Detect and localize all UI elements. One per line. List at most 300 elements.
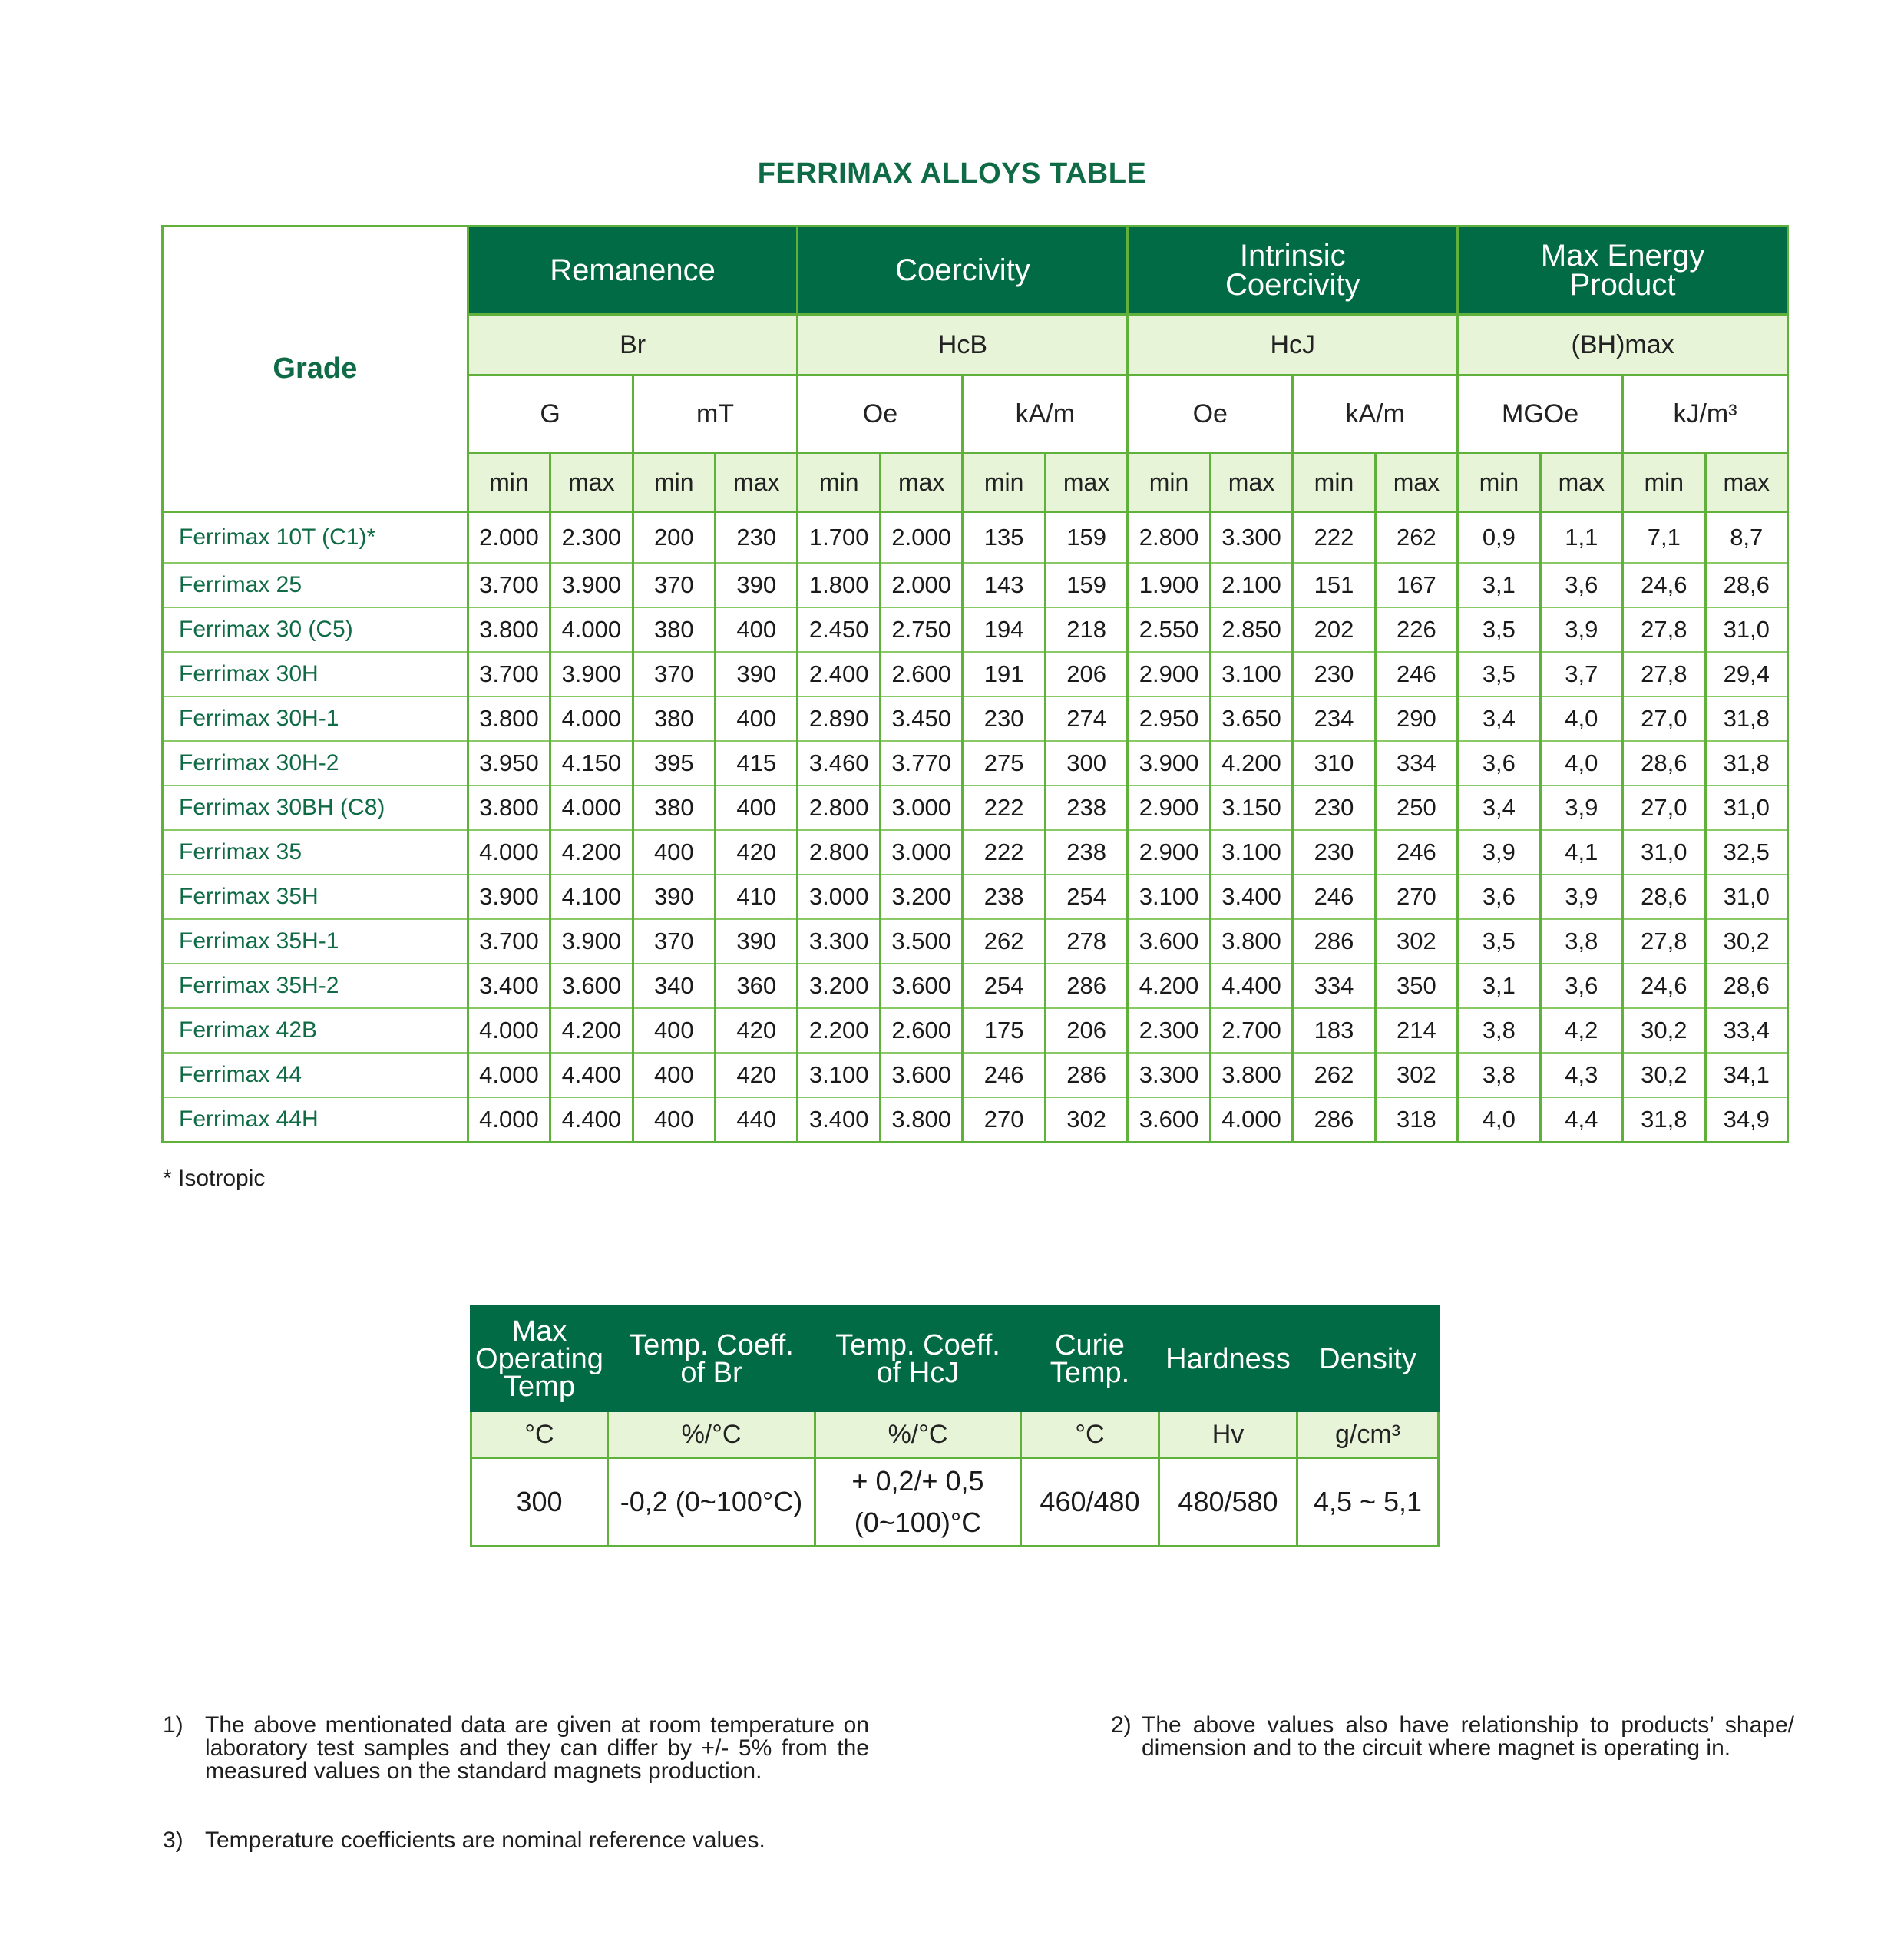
value-cell: 3.300 [798,919,880,964]
value-cell: 4.000 [468,1097,550,1143]
note-text: The above mentionated data are given at room temperature on laboratory test samples and they can differ by +/- 5% from the measured values on the standard magnets production. [205,1712,869,1784]
value-cell: 230 [1293,786,1375,830]
value-cell: 3,1 [1458,563,1540,607]
value-cell: 2.900 [1128,786,1210,830]
group-header-coercivity: Coercivity [798,227,1128,315]
value-cell: 2.800 [798,786,880,830]
property-header [608,1307,815,1411]
table-row [163,875,1788,919]
value-cell: 390 [716,652,798,696]
value-cell: 3,9 [1458,830,1540,875]
value-cell: 4.400 [550,1053,633,1097]
value-cell: 360 [716,964,798,1008]
value-cell: 222 [963,830,1045,875]
table-row [163,512,1788,564]
value-cell: 31,8 [1705,741,1788,786]
max-header: max [716,453,798,512]
properties-table [470,1305,1440,1547]
table-row [163,919,1788,964]
value-cell: 4,0 [1458,1097,1540,1143]
value-cell: 143 [963,563,1045,607]
value-cell: 275 [963,741,1045,786]
value-cell: 4.150 [550,741,633,786]
value-cell: 254 [963,964,1045,1008]
value-cell: 175 [963,1008,1045,1053]
value-cell: 3.700 [468,919,550,964]
property-header-line: Curie [1055,1328,1125,1361]
value-cell: 2.000 [880,563,962,607]
value-cell: 395 [633,741,715,786]
value-cell: 246 [963,1053,1045,1097]
value-cell: 31,0 [1705,786,1788,830]
value-cell: 246 [1375,652,1457,696]
value-cell: 3.950 [468,741,550,786]
min-header: min [1623,453,1705,512]
value-cell: 400 [716,607,798,652]
value-cell: 31,8 [1623,1097,1705,1143]
value-cell: 3.200 [880,875,962,919]
value-cell: 230 [963,696,1045,741]
grade-header: Grade [163,227,468,512]
value-cell: 2.890 [798,696,880,741]
property-header-line: Temp. Coeff. [835,1328,1000,1361]
value-cell: 270 [1375,875,1457,919]
value-cell: 238 [963,875,1045,919]
property-value [1297,1458,1439,1546]
note-text: Temperature coefficients are nominal reference values. [205,1828,765,1853]
property-value-line: 4,5 ~ 5,1 [1313,1486,1423,1517]
grade-cell: Ferrimax 30H [163,652,468,696]
value-cell: 380 [633,786,715,830]
value-cell: 4.100 [550,875,633,919]
value-cell: 286 [1045,964,1127,1008]
value-cell: 7,1 [1623,512,1705,564]
value-cell: 3.600 [1128,919,1210,964]
value-cell: 135 [963,512,1045,564]
value-cell: 4.000 [1210,1097,1292,1143]
property-header-line: of Br [680,1356,742,1389]
value-cell: 159 [1045,563,1127,607]
value-cell: 4.000 [468,830,550,875]
value-cell: 3.800 [880,1097,962,1143]
value-cell: 286 [1045,1053,1127,1097]
grade-cell: Ferrimax 30H-1 [163,696,468,741]
value-cell: 3,4 [1458,786,1540,830]
note-1 [163,1714,869,1791]
note-number: 1) [163,1712,183,1738]
max-header: max [1210,453,1292,512]
value-cell: 2.850 [1210,607,1292,652]
table-row [163,607,1788,652]
property-header [1159,1307,1297,1411]
value-cell: 1.700 [798,512,880,564]
value-cell: 3.900 [550,919,633,964]
value-cell: 27,8 [1623,652,1705,696]
property-header-line: of HcJ [876,1356,960,1389]
property-header-line: Max [511,1315,567,1348]
value-cell: 226 [1375,607,1457,652]
value-cell: 254 [1045,875,1127,919]
value-cell: 3,5 [1458,652,1540,696]
value-cell: 32,5 [1705,830,1788,875]
value-cell: 2.900 [1128,652,1210,696]
value-cell: 370 [633,919,715,964]
value-cell: 222 [963,786,1045,830]
grade-cell: Ferrimax 30 (C5) [163,607,468,652]
value-cell: 28,6 [1623,875,1705,919]
unit-oe-hcb: Oe [798,375,963,453]
value-cell: 218 [1045,607,1127,652]
value-cell: 4.000 [550,607,633,652]
value-cell: 2.450 [798,607,880,652]
value-cell: 3,5 [1458,607,1540,652]
value-cell: 4,2 [1540,1008,1622,1053]
value-cell: 2.000 [468,512,550,564]
value-cell: 151 [1293,563,1375,607]
value-cell: 3.800 [468,607,550,652]
value-cell: 3,8 [1540,919,1622,964]
grade-cell: Ferrimax 25 [163,563,468,607]
group-header-row [163,227,1788,315]
table-row [163,563,1788,607]
property-header-line: Operating [475,1342,603,1375]
min-header: min [1128,453,1210,512]
max-header: max [1705,453,1788,512]
value-cell: 2.600 [880,652,962,696]
group-header-remanence: Remanence [468,227,798,315]
value-cell: 4,1 [1540,830,1622,875]
value-cell: 3.400 [1210,875,1292,919]
min-header: min [1293,453,1375,512]
note-number: 3) [163,1828,183,1853]
property-header [1297,1307,1439,1411]
value-cell: 3.400 [798,1097,880,1143]
grade-cell: Ferrimax 44H [163,1097,468,1143]
table-row [163,1097,1788,1143]
value-cell: 27,8 [1623,919,1705,964]
max-header: max [1375,453,1457,512]
alloys-table-body [163,512,1788,1143]
value-cell: 370 [633,652,715,696]
value-cell: 3.000 [880,786,962,830]
property-header-line: Hardness [1165,1342,1291,1375]
value-cell: 286 [1293,919,1375,964]
value-cell: 2.950 [1128,696,1210,741]
value-cell: 3.000 [880,830,962,875]
value-cell: 400 [633,1097,715,1143]
value-cell: 3.500 [880,919,962,964]
value-cell: 340 [633,964,715,1008]
value-cell: 3.900 [1128,741,1210,786]
property-unit: Hv [1159,1411,1297,1458]
value-cell: 200 [633,512,715,564]
value-cell: 262 [1293,1053,1375,1097]
value-cell: 310 [1293,741,1375,786]
value-cell: 3.600 [880,964,962,1008]
value-cell: 183 [1293,1008,1375,1053]
value-cell: 3,9 [1540,607,1622,652]
property-value-line: -0,2 (0~100°C) [620,1486,803,1517]
value-cell: 4.000 [468,1008,550,1053]
value-cell: 400 [633,1053,715,1097]
value-cell: 3,6 [1540,964,1622,1008]
value-cell: 3,8 [1458,1008,1540,1053]
value-cell: 27,8 [1623,607,1705,652]
value-cell: 24,6 [1623,964,1705,1008]
value-cell: 4,4 [1540,1097,1622,1143]
grade-cell: Ferrimax 30BH (C8) [163,786,468,830]
value-cell: 3.900 [550,563,633,607]
value-cell: 1.900 [1128,563,1210,607]
value-cell: 4.200 [550,830,633,875]
table-row [163,652,1788,696]
value-cell: 4.400 [1210,964,1292,1008]
value-cell: 278 [1045,919,1127,964]
min-header: min [798,453,880,512]
property-unit: %/°C [608,1411,815,1458]
property-unit: %/°C [815,1411,1021,1458]
value-cell: 440 [716,1097,798,1143]
value-cell: 3.770 [880,741,962,786]
value-cell: 31,0 [1705,875,1788,919]
value-cell: 3.700 [468,563,550,607]
value-cell: 3.100 [1210,652,1292,696]
property-header-line: Density [1319,1342,1416,1375]
value-cell: 3.800 [468,696,550,741]
min-header: min [633,453,715,512]
value-cell: 3.800 [1210,1053,1292,1097]
group-header-intrinsic-coercivity: Intrinsic Coercivity [1128,227,1458,315]
properties-value-row [471,1458,1439,1546]
value-cell: 350 [1375,964,1457,1008]
value-cell: 3.600 [1128,1097,1210,1143]
property-header [815,1307,1021,1411]
table-row [163,1053,1788,1097]
value-cell: 27,0 [1623,696,1705,741]
value-cell: 230 [1293,830,1375,875]
grade-cell: Ferrimax 10T (C1)* [163,512,468,564]
note-number: 2) [1111,1712,1132,1738]
value-cell: 234 [1293,696,1375,741]
value-cell: 4.200 [1210,741,1292,786]
value-cell: 3.100 [1210,830,1292,875]
value-cell: 250 [1375,786,1457,830]
property-value-line: (0~100)°C [854,1507,982,1538]
value-cell: 4.000 [550,786,633,830]
value-cell: 290 [1375,696,1457,741]
value-cell: 214 [1375,1008,1457,1053]
value-cell: 2.900 [1128,830,1210,875]
value-cell: 262 [1375,512,1457,564]
grade-cell: Ferrimax 35H-2 [163,964,468,1008]
property-unit: g/cm³ [1297,1411,1439,1458]
value-cell: 3.300 [1210,512,1292,564]
property-value [1159,1458,1297,1546]
table-row [163,786,1788,830]
properties-header-row [471,1307,1439,1411]
value-cell: 420 [716,830,798,875]
unit-kam-hcj: kA/m [1293,375,1458,453]
grade-cell: Ferrimax 44 [163,1053,468,1097]
value-cell: 194 [963,607,1045,652]
property-value [608,1458,815,1546]
symbol-hcj: HcJ [1128,315,1458,375]
value-cell: 29,4 [1705,652,1788,696]
property-header-line: Temp. [1050,1356,1130,1389]
value-cell: 30,2 [1623,1008,1705,1053]
group-header-max-energy-product: Max Energy Product [1458,227,1788,315]
property-value-line: + 0,2/+ 0,5 [851,1465,984,1497]
symbol-hcb: HcB [798,315,1128,375]
value-cell: 2.200 [798,1008,880,1053]
note-text: The above values also have relationship to products’ shape/ dimension and to the circuit where magnet is operating in. [1142,1712,1794,1761]
table-row [163,696,1788,741]
value-cell: 2.300 [1128,1008,1210,1053]
value-cell: 0,9 [1458,512,1540,564]
value-cell: 300 [1045,741,1127,786]
value-cell: 30,2 [1705,919,1788,964]
grade-cell: Ferrimax 35H [163,875,468,919]
value-cell: 4,3 [1540,1053,1622,1097]
min-header: min [963,453,1045,512]
unit-kam-hcb: kA/m [963,375,1128,453]
isotropic-footnote: * Isotropic [163,1166,266,1191]
grade-cell: Ferrimax 42B [163,1008,468,1053]
value-cell: 400 [716,786,798,830]
value-cell: 3.000 [798,875,880,919]
value-cell: 167 [1375,563,1457,607]
value-cell: 4.000 [550,696,633,741]
value-cell: 3.100 [798,1053,880,1097]
property-value [815,1458,1021,1546]
value-cell: 31,0 [1623,830,1705,875]
value-cell: 8,7 [1705,512,1788,564]
value-cell: 302 [1375,1053,1457,1097]
value-cell: 1,1 [1540,512,1622,564]
value-cell: 4.200 [1128,964,1210,1008]
property-unit: °C [471,1411,608,1458]
value-cell: 27,0 [1623,786,1705,830]
value-cell: 3,5 [1458,919,1540,964]
property-value [1021,1458,1159,1546]
property-value-line: 480/580 [1178,1486,1278,1517]
value-cell: 222 [1293,512,1375,564]
value-cell: 33,4 [1705,1008,1788,1053]
value-cell: 390 [716,919,798,964]
property-header [471,1307,608,1411]
value-cell: 334 [1375,741,1457,786]
value-cell: 2.600 [880,1008,962,1053]
value-cell: 3.460 [798,741,880,786]
value-cell: 2.800 [1128,512,1210,564]
unit-oe-hcj: Oe [1128,375,1293,453]
property-header-line: Temp. Coeff. [629,1328,794,1361]
value-cell: 410 [716,875,798,919]
max-header: max [1045,453,1127,512]
value-cell: 230 [716,512,798,564]
value-cell: 3.450 [880,696,962,741]
value-cell: 302 [1375,919,1457,964]
value-cell: 3,9 [1540,786,1622,830]
value-cell: 238 [1045,786,1127,830]
value-cell: 390 [633,875,715,919]
grade-cell: Ferrimax 35H-1 [163,919,468,964]
value-cell: 34,9 [1705,1097,1788,1143]
unit-mgoe: MGOe [1458,375,1623,453]
value-cell: 3,7 [1540,652,1622,696]
value-cell: 3,6 [1458,875,1540,919]
value-cell: 3.300 [1128,1053,1210,1097]
value-cell: 3,8 [1458,1053,1540,1097]
value-cell: 2.700 [1210,1008,1292,1053]
property-header [1021,1307,1159,1411]
max-header: max [880,453,962,512]
value-cell: 202 [1293,607,1375,652]
value-cell: 31,0 [1705,607,1788,652]
value-cell: 3.100 [1128,875,1210,919]
value-cell: 415 [716,741,798,786]
value-cell: 390 [716,563,798,607]
symbol-bhmax: (BH)max [1458,315,1788,375]
value-cell: 262 [963,919,1045,964]
value-cell: 3.900 [550,652,633,696]
value-cell: 4.400 [550,1097,633,1143]
value-cell: 206 [1045,652,1127,696]
table-row [163,1008,1788,1053]
note-2 [1111,1714,1794,1768]
value-cell: 420 [716,1053,798,1097]
min-header: min [468,453,550,512]
alloys-table [161,225,1789,1143]
value-cell: 2.750 [880,607,962,652]
value-cell: 380 [633,696,715,741]
max-header: max [1540,453,1622,512]
value-cell: 3,9 [1540,875,1622,919]
value-cell: 28,6 [1705,964,1788,1008]
unit-kjm3: kJ/m³ [1623,375,1788,453]
value-cell: 3.400 [468,964,550,1008]
property-header-line: Temp [504,1370,575,1403]
property-value [471,1458,608,1546]
value-cell: 318 [1375,1097,1457,1143]
value-cell: 400 [633,830,715,875]
unit-g: G [468,375,633,453]
unit-mt: mT [633,375,798,453]
value-cell: 3,1 [1458,964,1540,1008]
value-cell: 3.700 [468,652,550,696]
value-cell: 3.150 [1210,786,1292,830]
property-value-line: 460/480 [1040,1486,1140,1517]
value-cell: 380 [633,607,715,652]
value-cell: 3.600 [880,1053,962,1097]
value-cell: 1.800 [798,563,880,607]
value-cell: 28,6 [1623,741,1705,786]
value-cell: 4.200 [550,1008,633,1053]
value-cell: 246 [1375,830,1457,875]
value-cell: 274 [1045,696,1127,741]
value-cell: 270 [963,1097,1045,1143]
value-cell: 2.000 [880,512,962,564]
value-cell: 400 [716,696,798,741]
value-cell: 3,6 [1458,741,1540,786]
value-cell: 3.800 [468,786,550,830]
value-cell: 420 [716,1008,798,1053]
value-cell: 3.650 [1210,696,1292,741]
value-cell: 2.400 [798,652,880,696]
value-cell: 24,6 [1623,563,1705,607]
value-cell: 3.200 [798,964,880,1008]
value-cell: 286 [1293,1097,1375,1143]
